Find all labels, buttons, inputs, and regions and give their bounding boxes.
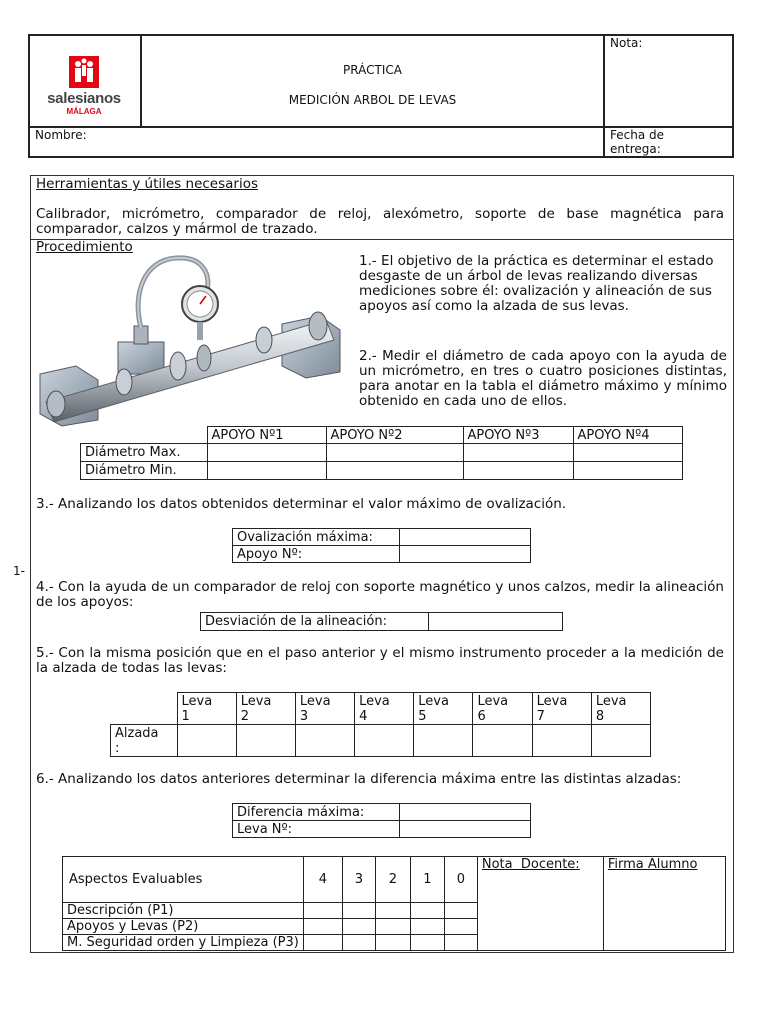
step-5-text: 5.- Con la misma posición que en el paso anterior y el mismo instrumento proceder a la medición de la alzada de todas las levas: [36, 645, 724, 676]
leva-header: Leva 1 [177, 693, 236, 725]
leva-header: Leva 7 [532, 693, 591, 725]
apoyo-4-header: APOYO Nº4 [573, 427, 683, 444]
logo-subtext: MÁLAGA [66, 107, 102, 116]
alzada-cell[interactable] [236, 725, 295, 757]
header-divider-1 [140, 34, 142, 127]
firma-alumno-cell[interactable] [603, 857, 725, 951]
leva-header: Leva 2 [236, 693, 295, 725]
levas-table [110, 692, 651, 757]
score-header-4: 4 [303, 857, 342, 903]
ovalizacion-table [232, 528, 531, 563]
title-line-2: MEDICIÓN ARBOL DE LEVAS [288, 93, 457, 107]
step-1-text: 1.- El objetivo de la práctica es determinar el estado desgaste de un árbol de levas realizando diversas mediciones sobre él: ovalización y alineación de sus apoyos así como la alzada de sus levas. [359, 253, 714, 314]
nota-label: Nota: [610, 36, 643, 50]
alzada-cell[interactable] [591, 725, 650, 757]
logo [36, 56, 132, 122]
apoyo-2-header: APOYO Nº2 [326, 427, 463, 444]
apoyos-cell[interactable] [326, 444, 463, 462]
apoyos-cell[interactable] [463, 444, 573, 462]
apoyos-cell[interactable] [207, 444, 326, 462]
score-header-3: 3 [342, 857, 375, 903]
score-cell[interactable] [303, 935, 342, 951]
aspecto-row-label: Apoyos y Levas (P2) [63, 919, 304, 935]
herramientas-text: Calibrador, micrómetro, comparador de reloj, alexómetro, soporte de base magnética para comparador, calzos y mármol de trazado. [36, 206, 724, 237]
step-2-text: 2.- Medir el diámetro de cada apoyo con la ayuda de un micrómetro, en tres o cuatro posiciones distintas, para anotar en la tabla el diámetro máximo y mínimo obtenido en cada uno de ellos. [359, 348, 727, 409]
leva-header: Leva 6 [473, 693, 532, 725]
score-cell[interactable] [342, 935, 375, 951]
logo-text: salesianos [47, 90, 121, 107]
score-cell[interactable] [444, 919, 477, 935]
step-4-text: 4.- Con la ayuda de un comparador de reloj con soporte magnético y unos calzos, medir la alineación de los apoyos: [36, 579, 724, 610]
alzada-cell[interactable] [295, 725, 354, 757]
herramientas-heading: Herramientas y útiles necesarios [36, 176, 258, 192]
body-divider [30, 239, 734, 240]
score-header-0: 0 [444, 857, 477, 903]
camshaft-measurement-illustration [36, 254, 348, 428]
alzada-cell[interactable] [414, 725, 473, 757]
score-header-2: 2 [375, 857, 410, 903]
header-divider-2 [603, 34, 605, 158]
diferencia-table [232, 803, 531, 838]
alzada-cell[interactable] [355, 725, 414, 757]
aspectos-header: Aspectos Evaluables [63, 857, 304, 903]
score-cell[interactable] [444, 903, 477, 919]
diametro-max-label: Diámetro Max. [81, 444, 208, 462]
step-6-text: 6.- Analizando los datos anteriores determinar la diferencia máxima entre las distintas alzadas: [36, 771, 682, 787]
evaluacion-table [62, 856, 726, 951]
leva-numero-value[interactable] [400, 821, 531, 838]
score-cell[interactable] [410, 935, 444, 951]
score-cell[interactable] [303, 903, 342, 919]
aspecto-row-label: M. Seguridad orden y Limpieza (P3) [63, 935, 304, 951]
score-cell[interactable] [375, 903, 410, 919]
desviacion-label: Desviación de la alineación: [201, 613, 429, 631]
apoyos-cell[interactable] [326, 462, 463, 480]
leva-header: Leva 3 [295, 693, 354, 725]
fecha-label [610, 128, 664, 156]
score-cell[interactable] [375, 935, 410, 951]
page-marker: 1- [13, 564, 25, 578]
alzada-cell[interactable] [473, 725, 532, 757]
salesianos-logo-icon [69, 56, 99, 88]
desviacion-table [200, 612, 563, 631]
levas-corner-cell [111, 693, 178, 725]
score-cell[interactable] [342, 903, 375, 919]
alzada-label: Alzada : [111, 725, 178, 757]
fecha-label-line1: Fecha de [610, 128, 664, 142]
alzada-cell[interactable] [177, 725, 236, 757]
diferencia-value[interactable] [400, 804, 531, 821]
diferencia-label: Diferencia máxima: [233, 804, 400, 821]
firma-alumno-label: Firma Alumno [607, 857, 698, 872]
score-cell[interactable] [444, 935, 477, 951]
ovalizacion-value[interactable] [400, 529, 531, 546]
ovalizacion-label: Ovalización máxima: [233, 529, 400, 546]
score-header-1: 1 [410, 857, 444, 903]
leva-header: Leva 4 [355, 693, 414, 725]
alzada-cell[interactable] [532, 725, 591, 757]
apoyos-cell[interactable] [207, 462, 326, 480]
score-cell[interactable] [410, 903, 444, 919]
nota-docente-cell[interactable] [477, 857, 603, 951]
apoyo-numero-label: Apoyo Nº: [233, 546, 400, 563]
apoyos-table [80, 426, 683, 480]
nombre-label: Nombre: [35, 128, 87, 142]
apoyo-3-header: APOYO Nº3 [463, 427, 573, 444]
diametro-min-label: Diámetro Min. [81, 462, 208, 480]
score-cell[interactable] [303, 919, 342, 935]
apoyos-cell[interactable] [463, 462, 573, 480]
fecha-label-line2: entrega: [610, 142, 661, 156]
desviacion-value[interactable] [429, 613, 563, 631]
apoyos-corner-cell [81, 427, 208, 444]
apoyo-1-header: APOYO Nº1 [207, 427, 326, 444]
score-cell[interactable] [375, 919, 410, 935]
score-cell[interactable] [342, 919, 375, 935]
apoyo-numero-value[interactable] [400, 546, 531, 563]
procedimiento-heading: Procedimiento [36, 239, 133, 255]
leva-header: Leva 8 [591, 693, 650, 725]
leva-header: Leva 5 [414, 693, 473, 725]
apoyos-cell[interactable] [573, 462, 683, 480]
leva-numero-label: Leva Nº: [233, 821, 400, 838]
aspecto-row-label: Descripción (P1) [63, 903, 304, 919]
apoyos-cell[interactable] [573, 444, 683, 462]
nota-docente-label: Nota Docente: [481, 857, 580, 872]
title-line-1: PRÁCTICA [343, 63, 402, 77]
step-3-text: 3.- Analizando los datos obtenidos determinar el valor máximo de ovalización. [36, 496, 567, 512]
score-cell[interactable] [410, 919, 444, 935]
